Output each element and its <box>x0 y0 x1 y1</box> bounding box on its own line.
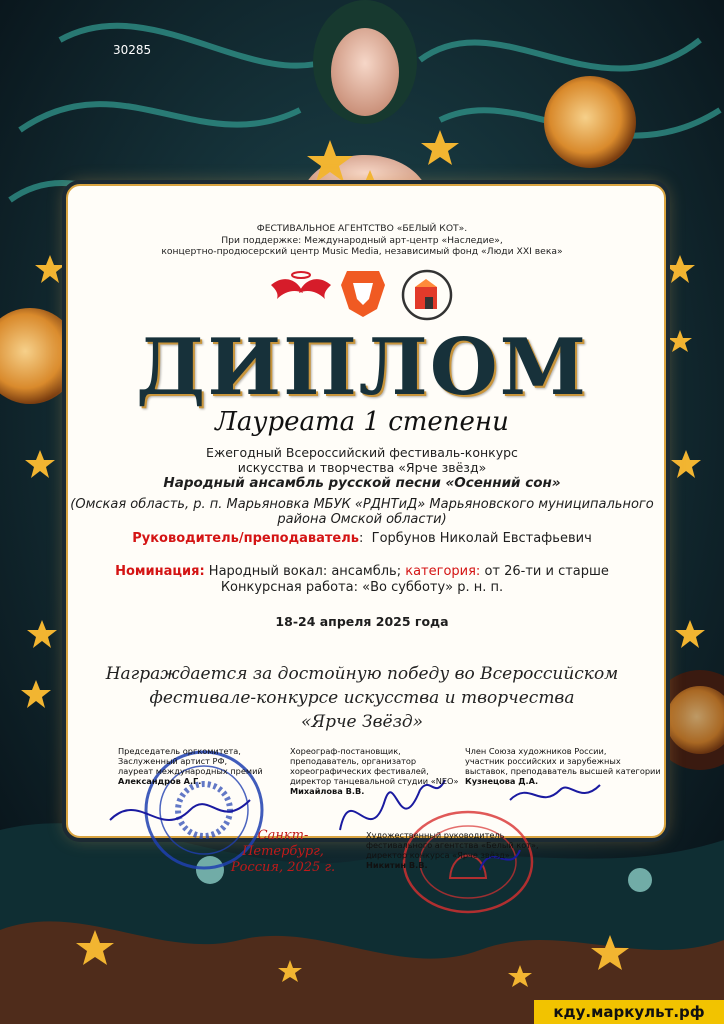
participant-location-1: (Омская область, р. п. Марьяновка МБУК «РДНТиД» Марьяновского муниципального <box>70 497 654 512</box>
signatory-4 <box>366 830 539 870</box>
issue-place <box>228 828 338 876</box>
cat-box-logo-icon <box>403 271 451 319</box>
participant-location-2: района Омской области) <box>277 512 447 527</box>
signatory-3-role-1: Член Союза художников России, <box>465 746 607 756</box>
issue-country-year: Россия, 2025 г. <box>230 860 336 875</box>
award-text <box>100 662 624 734</box>
signatory-3-role-3: выставок, преподаватель высшей категории <box>465 766 661 776</box>
participant-name: Народный ансамбль русской песни «Осенний сон» <box>163 475 561 491</box>
signatory-2-role-2: преподаватель, организатор <box>290 756 417 766</box>
signatory-2-role-4: директор танцевальной студии «NEO» <box>290 776 459 786</box>
nomination-value: Народный вокал: ансамбль; <box>208 564 402 579</box>
signatory-1-role-3: лауреат международных премий <box>118 766 263 776</box>
nomination-label: Номинация: <box>115 564 205 579</box>
signatory-4-role-1: Художественный руководитель <box>366 830 505 840</box>
signatory-2-name: Михайлова В.В. <box>290 786 365 796</box>
leader-line: Руководитель/преподаватель: Горбунов Николай Евстафьевич <box>132 531 592 546</box>
signatory-1-role-1: Председатель оргкомитета, <box>118 746 241 756</box>
leader-label: Руководитель/преподаватель <box>132 531 359 546</box>
signatory-1 <box>118 746 263 786</box>
festival-line-1: Ежегодный Всероссийский фестиваль-конкурс <box>206 445 518 460</box>
event-dates: 18-24 апреля 2025 года <box>275 614 449 629</box>
festival-line-2: искусства и творчества «Ярче звёзд» <box>237 460 487 475</box>
signatory-1-role-2: Заслуженный артист РФ, <box>118 756 228 766</box>
signatory-4-role-2: фестивального агентства «Белый кот», <box>366 840 539 850</box>
category-value: от 26-ти и старше <box>484 564 609 579</box>
signatory-3-role-2: участник российских и зарубежных <box>465 756 621 766</box>
wings-logo-icon <box>271 272 331 299</box>
signatory-2-role-1: Хореограф-постановщик, <box>290 746 401 756</box>
sponsor-logos <box>265 263 461 323</box>
agency-line-3: концертно-продюсерский центр Music Media, независимый фонд «Люди XXI века» <box>161 246 563 257</box>
signatory-4-name: Никитин В.В. <box>366 860 428 870</box>
signatory-3 <box>465 746 661 786</box>
signatory-3-name: Кузнецова Д.А. <box>465 776 539 786</box>
award-line-1: Награждается за достойную победу во Всероссийском <box>105 664 619 684</box>
certificate-number: 30285 <box>113 43 152 57</box>
competition-work: Конкурсная работа: «Во субботу» р. н. п. <box>220 580 504 595</box>
laureate-degree: Лауреата 1 степени <box>215 407 509 437</box>
category-label: категория: <box>405 564 481 579</box>
site-watermark: кду.маркульт.рф <box>534 1000 724 1024</box>
agency-line-2: При поддержке: Международный арт-центр «Наследие», <box>221 235 503 246</box>
signatory-1-name: Александров А.Г. <box>118 776 202 786</box>
signatory-2 <box>290 746 458 796</box>
leader-name: Горбунов Николай Евстафьевич <box>371 531 592 546</box>
agency-line-1: ФЕСТИВАЛЬНОЕ АГЕНТСТВО «БЕЛЫЙ КОТ». <box>256 223 468 234</box>
issue-city: Санкт-Петербург, <box>242 828 324 859</box>
award-line-3: «Ярче Звёзд» <box>300 712 424 732</box>
signatory-2-role-3: хореографических фестивалей, <box>290 766 429 776</box>
nomination-line <box>40 564 684 579</box>
diploma-title: ДИПЛОМ <box>136 322 588 413</box>
lion-shield-logo-icon <box>341 271 385 317</box>
signatory-4-role-3: директор конкурса «Ярче звёзд» <box>366 850 510 860</box>
award-line-2: фестивале-конкурсе искусства и творчества <box>149 688 575 708</box>
